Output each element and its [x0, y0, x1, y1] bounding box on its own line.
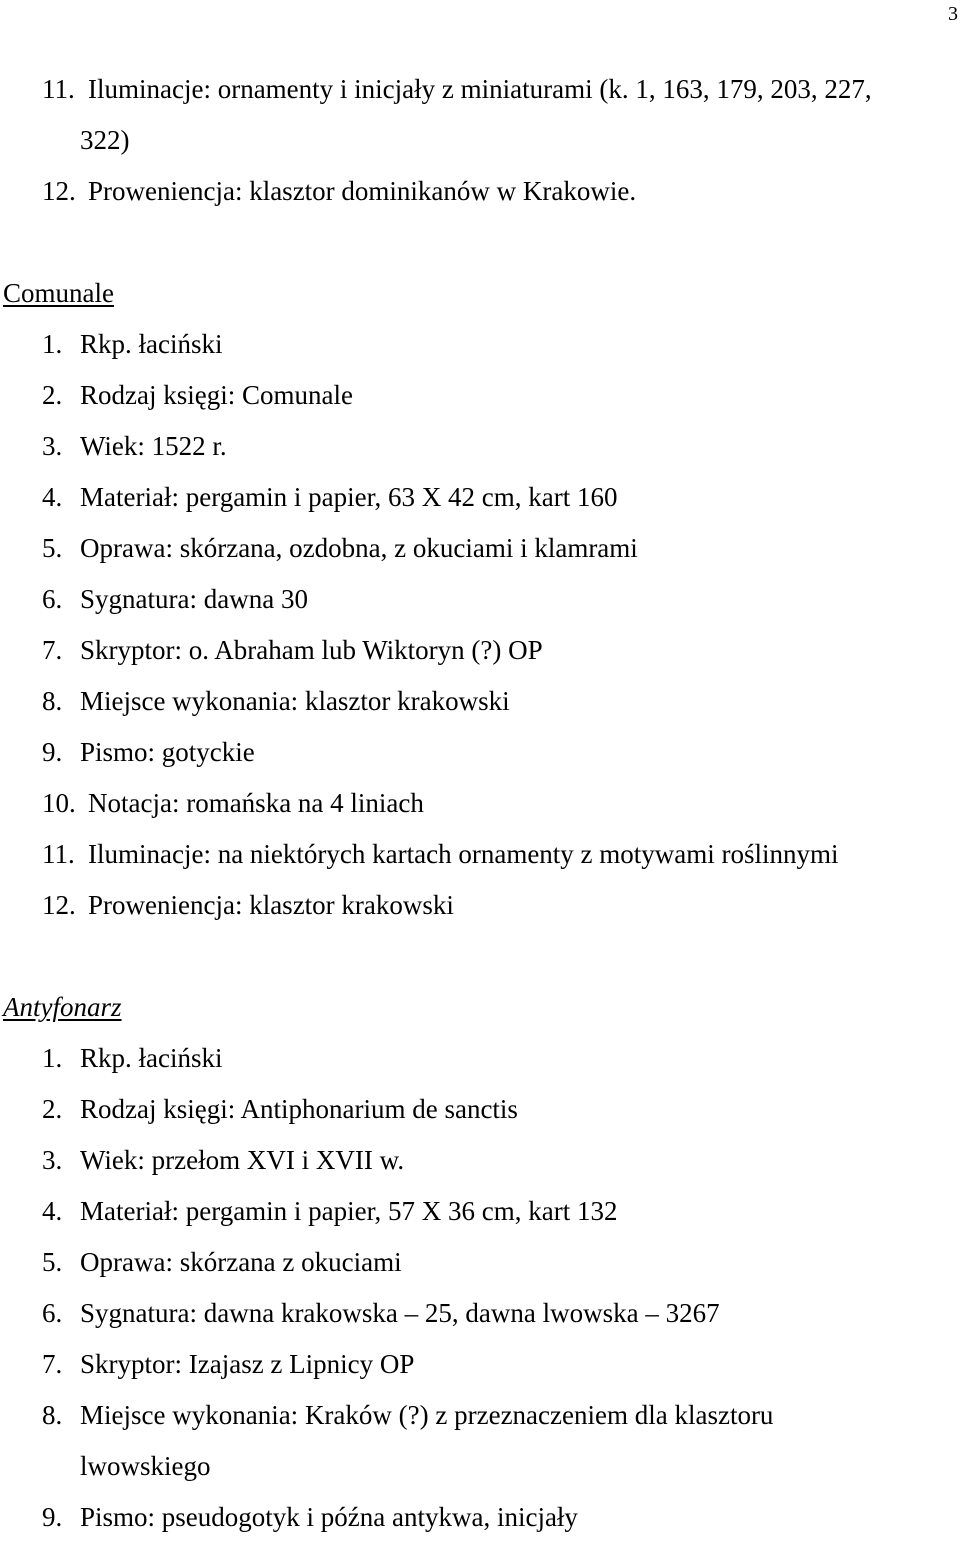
list-item — [0, 166, 960, 217]
list-item — [0, 727, 960, 778]
item-number: 11. — [42, 74, 75, 104]
item-text: Sygnatura: dawna krakowska – 25, dawna lwowska – 3267 — [80, 1298, 720, 1328]
item-number: 1. — [42, 329, 63, 359]
list-item — [0, 319, 960, 370]
list-item — [0, 880, 960, 931]
item-number: 11. — [42, 839, 75, 869]
list-item — [0, 574, 960, 625]
list-item — [0, 1033, 960, 1084]
item-text: Sygnatura: dawna 30 — [80, 584, 308, 614]
item-number: 3. — [42, 431, 63, 461]
item-text: Miejsce wykonania: klasztor krakowski — [80, 686, 510, 716]
item-text: Rkp. łaciński — [80, 329, 223, 359]
item-text: Skryptor: o. Abraham lub Wiktoryn (?) OP — [80, 635, 543, 665]
item-text: Oprawa: skórzana z okuciami — [80, 1247, 402, 1277]
section-previous-entry — [0, 64, 960, 217]
item-number: 4. — [42, 482, 63, 512]
item-number: 7. — [42, 635, 63, 665]
list-item-continuation — [0, 1441, 960, 1492]
list-item-continuation — [0, 115, 960, 166]
item-text: Materiał: pergamin i papier, 63 X 42 cm, kart 160 — [80, 482, 618, 512]
list-item — [0, 370, 960, 421]
item-text: Proweniencja: klasztor krakowski — [88, 890, 454, 920]
list-item — [0, 676, 960, 727]
section-heading: Antyfonarz — [3, 992, 122, 1022]
item-number: 1. — [42, 1043, 63, 1073]
list-item — [0, 1084, 960, 1135]
item-text: lwowskiego — [80, 1451, 211, 1481]
item-text: Rodzaj księgi: Comunale — [80, 380, 353, 410]
list-item — [0, 1339, 960, 1390]
list-item — [0, 1186, 960, 1237]
list-item — [0, 523, 960, 574]
item-text: Rkp. łaciński — [80, 1043, 223, 1073]
spacer — [0, 217, 960, 268]
item-text: Materiał: pergamin i papier, 57 X 36 cm, kart 132 — [80, 1196, 618, 1226]
item-number: 9. — [42, 1502, 63, 1532]
list-item — [0, 1237, 960, 1288]
item-number: 7. — [42, 1349, 63, 1379]
item-text: Miejsce wykonania: Kraków (?) z przeznaczeniem dla klasztoru — [80, 1400, 774, 1430]
item-number: 6. — [42, 1298, 63, 1328]
item-number: 2. — [42, 1094, 63, 1124]
item-number: 10. — [42, 788, 76, 818]
list-item — [0, 1288, 960, 1339]
item-text: Proweniencja: klasztor dominikanów w Krakowie. — [88, 176, 637, 206]
list-item — [0, 64, 960, 115]
item-text: Notacja: romańska na 4 liniach — [88, 788, 424, 818]
item-text: Iluminacje: ornamenty i inicjały z miniaturami (k. 1, 163, 179, 203, 227, — [88, 74, 872, 104]
item-number: 12. — [42, 890, 76, 920]
list-item — [0, 778, 960, 829]
item-text: Pismo: pseudogotyk i późna antykwa, inicjały — [80, 1502, 578, 1532]
item-text: Iluminacje: na niektórych kartach ornamenty z motywami roślinnymi — [88, 839, 839, 869]
item-number: 12. — [42, 176, 76, 206]
item-number: 6. — [42, 584, 63, 614]
list-item — [0, 625, 960, 676]
item-number: 2. — [42, 380, 63, 410]
item-text: 322) — [80, 125, 130, 155]
list-item — [0, 472, 960, 523]
item-number: 5. — [42, 533, 63, 563]
list-item — [0, 1390, 960, 1441]
item-number: 8. — [42, 686, 63, 716]
item-number: 8. — [42, 1400, 63, 1430]
section-heading: Comunale — [3, 278, 114, 308]
section-comunale — [0, 268, 960, 931]
item-text: Pismo: gotyckie — [80, 737, 255, 767]
list-item — [0, 421, 960, 472]
item-number: 9. — [42, 737, 63, 767]
item-number: 3. — [42, 1145, 63, 1175]
item-text: Oprawa: skórzana, ozdobna, z okuciami i klamrami — [80, 533, 638, 563]
document-body — [0, 64, 960, 1543]
item-text: Wiek: przełom XVI i XVII w. — [80, 1145, 405, 1175]
list-item — [0, 1492, 960, 1543]
item-text: Rodzaj księgi: Antiphonarium de sanctis — [80, 1094, 518, 1124]
section-antyfonarz — [0, 982, 960, 1543]
spacer — [0, 931, 960, 982]
item-number: 5. — [42, 1247, 63, 1277]
list-item — [0, 1135, 960, 1186]
page-number: 3 — [948, 3, 958, 25]
item-text: Skryptor: Izajasz z Lipnicy OP — [80, 1349, 415, 1379]
item-number: 4. — [42, 1196, 63, 1226]
item-text: Wiek: 1522 r. — [80, 431, 227, 461]
list-item — [0, 829, 960, 880]
